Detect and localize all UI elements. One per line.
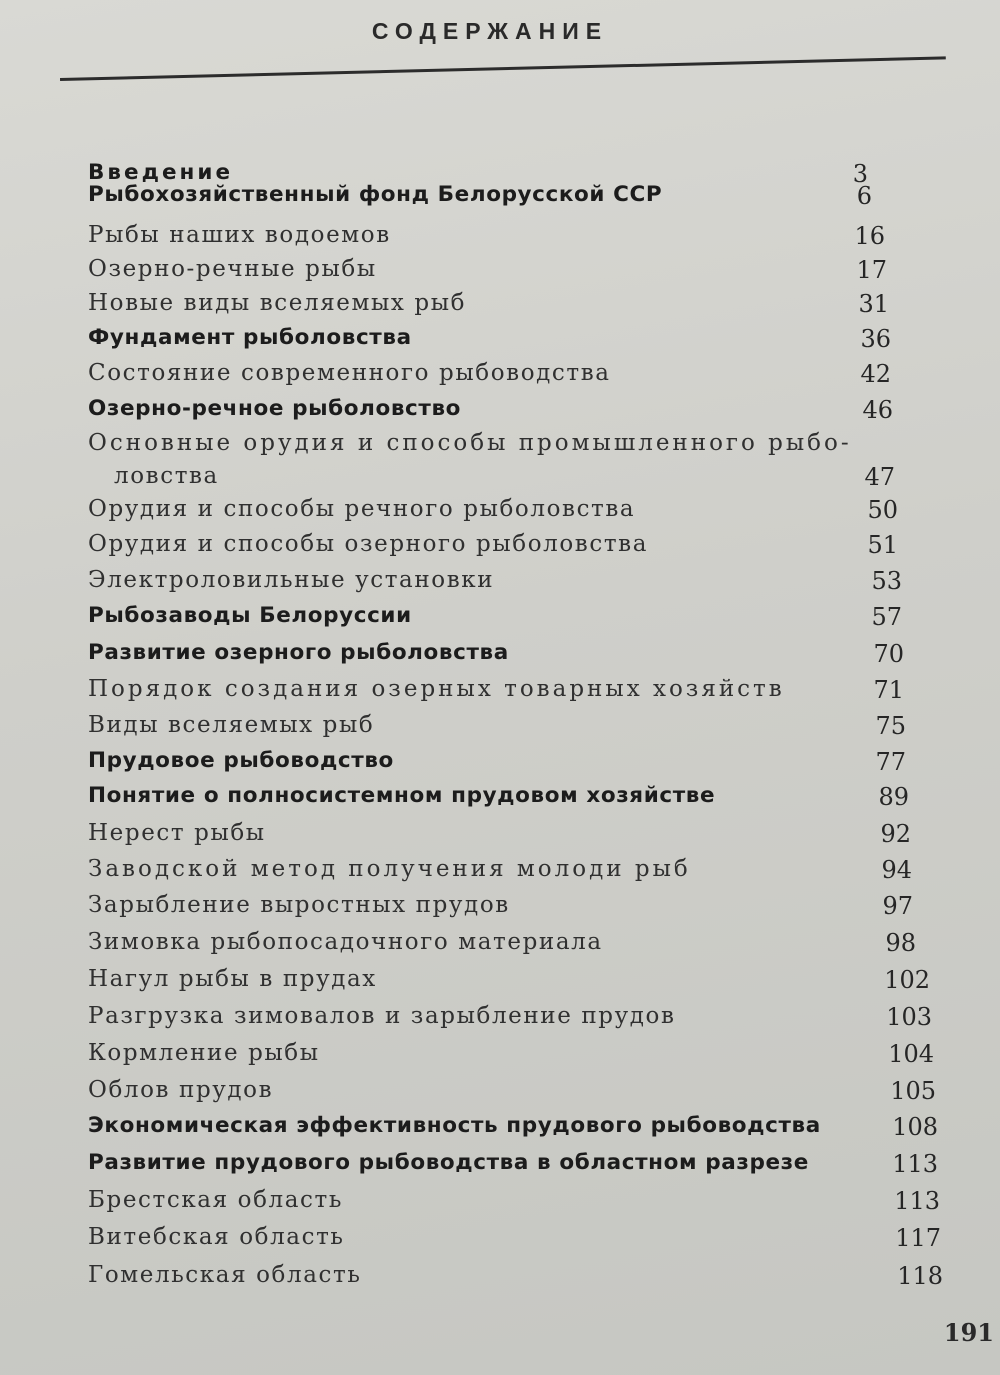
toc-entry-title: Развитие озерного рыболовства — [88, 640, 509, 665]
toc-entry-page: 92 — [880, 820, 911, 848]
toc-entry — [88, 929, 948, 963]
toc-entry — [88, 1150, 948, 1184]
toc-entry — [88, 1262, 948, 1296]
toc-entry-title: Введение — [88, 160, 234, 185]
toc-entry-page: 6 — [856, 182, 872, 210]
toc-entry — [88, 856, 948, 890]
toc-entry-title: Прудовое рыбоводство — [88, 748, 394, 773]
toc-entry-page: 94 — [881, 856, 912, 884]
toc-entry — [88, 290, 948, 324]
toc-entry-page: 117 — [895, 1224, 941, 1252]
toc-entry-page: 113 — [892, 1150, 938, 1178]
heading-rule — [60, 56, 946, 81]
toc-entry — [88, 966, 948, 1000]
toc-entry-page: 118 — [897, 1262, 943, 1290]
toc-entry — [88, 256, 948, 290]
toc-entry-title: Понятие о полносистемном прудовом хозяйстве — [88, 783, 716, 808]
toc-entry-page: 71 — [873, 676, 904, 704]
toc-entry-page: 16 — [854, 222, 885, 250]
toc-entry-title: Озерно-речные рыбы — [88, 256, 377, 282]
toc-entry — [88, 603, 948, 637]
toc-entry-page: 36 — [860, 325, 891, 353]
toc-entry-title: Состояние современного рыбоводства — [88, 360, 611, 386]
toc-entry-title: Кормление рыбы — [88, 1040, 320, 1066]
toc-entry-title: Брестская область — [88, 1187, 343, 1213]
toc-entry-page: 47 — [864, 463, 895, 491]
toc-entry — [88, 430, 948, 491]
toc-entry-title: Основные орудия и способы промышленного рыбо- — [88, 430, 852, 456]
toc-entry-page: 53 — [871, 567, 902, 595]
toc-entry-page: 42 — [860, 360, 891, 388]
toc-entry-page: 46 — [862, 396, 893, 424]
toc-entry-page: 31 — [858, 290, 889, 318]
toc-entry-title: Заводской метод получения молоди рыб — [88, 856, 691, 882]
toc-entry-title: Электроловильные установки — [88, 567, 495, 593]
toc-entry — [88, 1224, 948, 1258]
toc-entry — [88, 360, 948, 394]
toc-entry — [88, 222, 948, 256]
toc-entry — [88, 567, 948, 601]
toc-entry-page: 50 — [867, 496, 898, 524]
toc-entry-title: Фундамент рыболовства — [88, 325, 412, 350]
toc-entry-title-continuation: ловства — [114, 463, 219, 489]
toc-entry-page: 104 — [888, 1040, 934, 1068]
toc-entry-title: Рыбозаводы Белоруссии — [88, 603, 412, 628]
toc-entry-title: Разгрузка зимовалов и зарыбление прудов — [88, 1003, 676, 1029]
toc-entry-page: 89 — [878, 783, 909, 811]
toc-entry — [88, 1040, 948, 1074]
toc-entry-title: Порядок создания озерных товарных хозяйств — [88, 676, 785, 702]
toc-entry-page: 17 — [856, 256, 887, 284]
toc-entry-page: 57 — [871, 603, 902, 631]
toc-entry-page: 97 — [882, 892, 913, 920]
toc-entry-title: Зимовка рыбопосадочного материала — [88, 929, 603, 955]
toc-entry-title: Витебская область — [88, 1224, 345, 1250]
toc-entry — [88, 676, 948, 710]
toc-entry-page: 70 — [873, 640, 904, 668]
toc-entry — [88, 748, 948, 782]
toc-entry-title: Нерест рыбы — [88, 820, 266, 846]
toc-entry-page: 77 — [875, 748, 906, 776]
toc-entry-page: 75 — [875, 712, 906, 740]
toc-entry-title: Облов прудов — [88, 1077, 274, 1103]
toc-entry-page: 113 — [894, 1187, 940, 1215]
toc-entry — [88, 1187, 948, 1221]
toc-entry-page: 103 — [886, 1003, 932, 1031]
toc-entry — [88, 783, 948, 817]
toc-entry — [88, 325, 948, 359]
toc-entry-page: 3 — [852, 160, 868, 188]
toc-entry — [88, 712, 948, 746]
toc-entry — [88, 1003, 948, 1037]
toc-entry — [88, 182, 948, 216]
toc-entry-title: Рыбохозяйственный фонд Белорусской ССР — [88, 182, 663, 207]
toc-entry — [88, 396, 948, 430]
toc-entry-title: Зарыбление выростных прудов — [88, 892, 510, 918]
toc-entry-page: 102 — [884, 966, 930, 994]
toc-entry-title: Рыбы наших водоемов — [88, 222, 391, 248]
toc-entry — [88, 496, 948, 530]
toc-entry-page: 108 — [892, 1113, 938, 1141]
toc-entry-title: Развитие прудового рыбоводства в областном разрезе — [88, 1150, 809, 1175]
toc-entry — [88, 1077, 948, 1111]
toc-entry — [88, 1113, 948, 1147]
toc-entry — [88, 531, 948, 565]
toc-entry-page: 51 — [867, 531, 898, 559]
page-folio: 191 — [943, 1318, 994, 1347]
toc-entry-title: Нагул рыбы в прудах — [88, 966, 377, 992]
page-heading: СОДЕРЖАНИЕ — [371, 18, 609, 44]
toc-entry-title: Орудия и способы речного рыболовства — [88, 496, 636, 522]
toc-entry-title: Новые виды вселяемых рыб — [88, 290, 467, 316]
toc-entry — [88, 640, 948, 674]
toc-entry — [88, 892, 948, 926]
toc-entry-title: Виды вселяемых рыб — [88, 712, 375, 738]
toc-entry-page: 105 — [890, 1077, 936, 1105]
toc-entry — [88, 820, 948, 854]
toc-entry-page: 98 — [885, 929, 916, 957]
toc-entry-title: Гомельская область — [88, 1262, 362, 1288]
toc-entry-title: Орудия и способы озерного рыболовства — [88, 531, 649, 557]
toc-entry-title: Озерно-речное рыболовство — [88, 396, 462, 421]
toc-entry-title: Экономическая эффективность прудового рыбоводства — [88, 1113, 821, 1138]
